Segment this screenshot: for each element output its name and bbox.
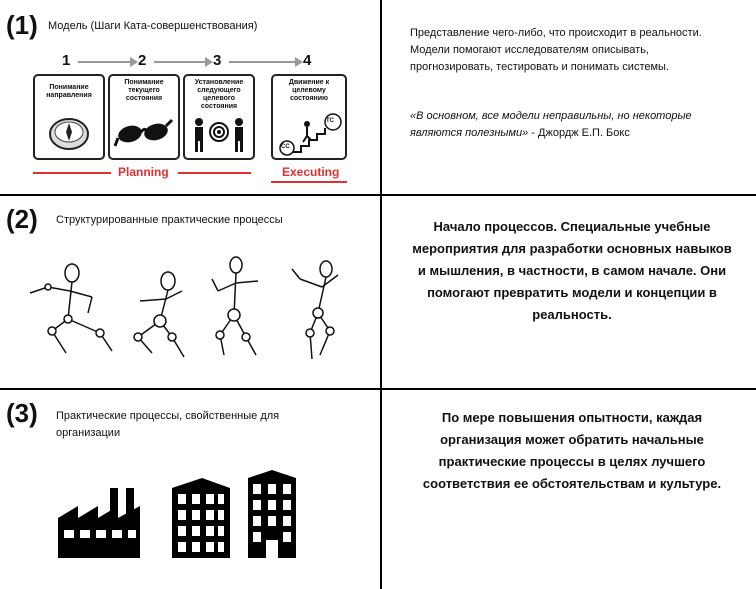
step-1-number: 1 (62, 52, 71, 69)
arrow-icon (229, 57, 303, 67)
section2-heading: Структурированные практические процессы (56, 214, 283, 226)
executing-label: Executing (282, 165, 340, 179)
step-3-label: Установление следующего целевого состояния (194, 79, 244, 110)
section3-heading: Практические процессы, свойственные для организации (56, 410, 280, 439)
step-4-number: 4 (303, 52, 312, 69)
buildings-illustration (0, 390, 380, 589)
office-building-icon (172, 478, 230, 558)
stick-figure-3 (212, 257, 258, 355)
section2-practice-panel (0, 196, 382, 390)
factory-icon (58, 488, 140, 558)
cc-badge: CC (281, 144, 290, 150)
step-3-card (183, 74, 255, 160)
step-2-card (108, 74, 180, 160)
step-4-label: Движение к целевому состоянию (288, 79, 330, 102)
section1-description: Представление чего-либо, что происходит в реальности. Модели помогают исследователям описывать, прогнозировать, тестировать и понимать системы. (410, 27, 702, 73)
section1-number: (1) (6, 10, 38, 40)
compass-icon (47, 112, 91, 152)
arrow-icon (154, 57, 213, 67)
section3-number: (3) (6, 398, 38, 428)
arrow-icon (78, 57, 138, 67)
step-2-number: 2 (138, 52, 147, 69)
planning-line-right (178, 172, 251, 174)
stick-figure-4 (292, 261, 338, 359)
step-4-card (271, 74, 347, 160)
stick-figure-2 (134, 272, 184, 357)
tc-badge: TC (326, 118, 334, 124)
apartment-building-icon (248, 470, 296, 558)
stick-figure-1 (30, 264, 112, 353)
section2-description: Начало процессов. Специальные учебные мероприятия для разработки основных навыков и мышления, в частности, в самом начале. Они помогают превратить модели и концепции в реальность. (412, 219, 732, 322)
section1-heading: Модель (Шаги Ката-совершенствования) (48, 20, 258, 32)
step-2-label: Понимание текущего состояния (124, 79, 164, 102)
section2-description-panel (382, 196, 756, 390)
executing-line (271, 181, 347, 183)
glasses-icon (114, 116, 174, 152)
quote-author: - Джордж Е.П. Бокс (528, 127, 630, 139)
section2-number: (2) (6, 204, 38, 234)
step-3-number: 3 (213, 52, 222, 69)
kata-figures-illustration (20, 251, 360, 371)
section1-quote-block (410, 108, 735, 142)
section1-model-panel (0, 0, 382, 196)
box-quote: «В основном, все модели неправильны, но некоторые являются полезными» (410, 110, 692, 139)
planning-line-left (33, 172, 111, 174)
target-people-icon (189, 116, 249, 156)
step-1-card (33, 74, 105, 160)
section3-description-panel (382, 390, 756, 589)
planning-label: Planning (118, 165, 169, 179)
section1-description-panel (382, 0, 756, 196)
step-1-label: Понимание направления (46, 84, 92, 99)
section3-description: По мере повышения опытности, каждая организация может обратить начальные практические процессы в целях лучшего соответствия ее обстоятельствам и культуре. (422, 410, 722, 491)
section3-organization-panel (0, 390, 382, 589)
